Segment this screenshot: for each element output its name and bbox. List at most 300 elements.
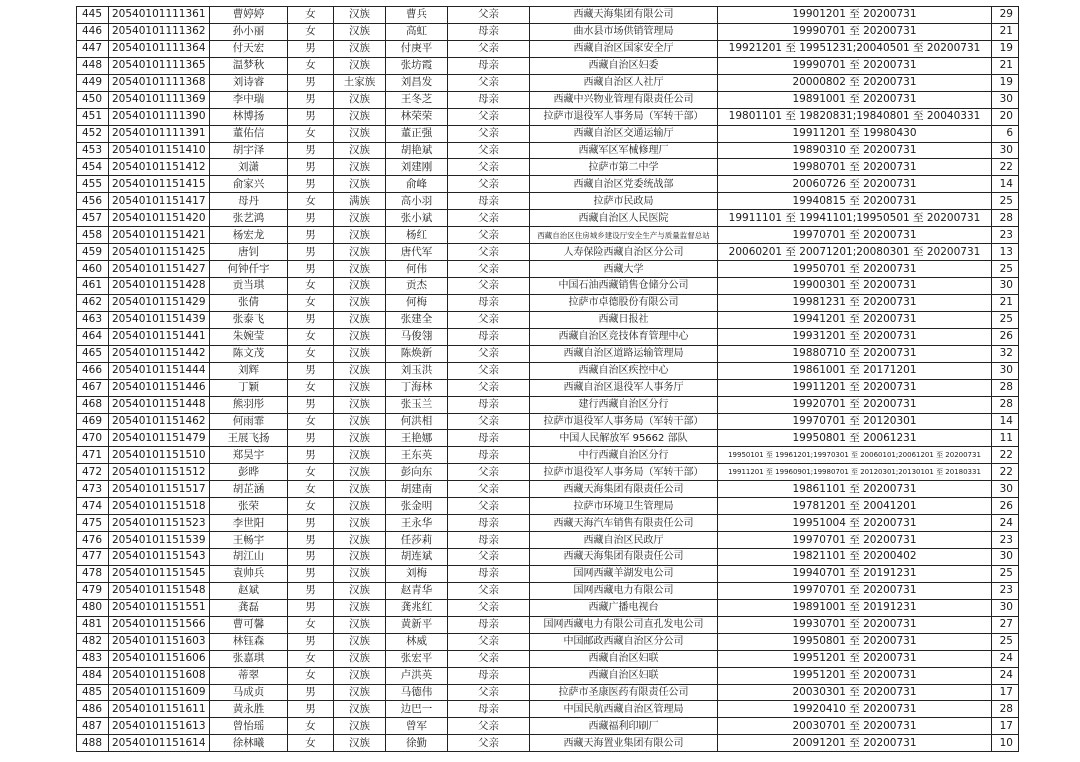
ethnicity-cell: 汉族 bbox=[334, 464, 386, 481]
row-number-cell: 479 bbox=[77, 582, 109, 599]
ethnicity-cell: 汉族 bbox=[334, 633, 386, 650]
gender-cell: 男 bbox=[288, 40, 334, 57]
student-name-cell: 彭晔 bbox=[210, 464, 288, 481]
ethnicity-cell: 汉族 bbox=[334, 244, 386, 261]
gender-cell: 男 bbox=[288, 430, 334, 447]
relationship-cell: 母亲 bbox=[448, 23, 530, 40]
relationship-cell: 父亲 bbox=[448, 261, 530, 278]
row-number-cell: 477 bbox=[77, 549, 109, 566]
table-row bbox=[77, 294, 1019, 311]
ethnicity-cell: 汉族 bbox=[334, 227, 386, 244]
service-period-cell: 19940701 至 20191231 bbox=[718, 565, 992, 582]
months-count-cell: 24 bbox=[992, 515, 1019, 532]
table-row bbox=[77, 532, 1019, 549]
row-number-cell: 449 bbox=[77, 74, 109, 91]
applicant-id-cell: 20540101151428 bbox=[109, 278, 210, 295]
parent-name-cell: 俞峰 bbox=[386, 176, 448, 193]
relationship-cell: 父亲 bbox=[448, 633, 530, 650]
months-count-cell: 32 bbox=[992, 345, 1019, 362]
row-number-cell: 466 bbox=[77, 362, 109, 379]
gender-cell: 男 bbox=[288, 532, 334, 549]
student-name-cell: 张泰飞 bbox=[210, 311, 288, 328]
relationship-cell: 母亲 bbox=[448, 193, 530, 210]
personnel-table-page bbox=[76, 6, 1018, 752]
gender-cell: 男 bbox=[288, 565, 334, 582]
parent-name-cell: 付庚平 bbox=[386, 40, 448, 57]
student-name-cell: 刘辉 bbox=[210, 362, 288, 379]
applicant-id-cell: 20540101111369 bbox=[109, 91, 210, 108]
table-row bbox=[77, 7, 1019, 24]
ethnicity-cell: 汉族 bbox=[334, 413, 386, 430]
ethnicity-cell: 汉族 bbox=[334, 447, 386, 464]
parent-name-cell: 陈焕新 bbox=[386, 345, 448, 362]
row-number-cell: 447 bbox=[77, 40, 109, 57]
table-row bbox=[77, 379, 1019, 396]
months-count-cell: 28 bbox=[992, 701, 1019, 718]
row-number-cell: 459 bbox=[77, 244, 109, 261]
ethnicity-cell: 汉族 bbox=[334, 176, 386, 193]
row-number-cell: 464 bbox=[77, 328, 109, 345]
relationship-cell: 父亲 bbox=[448, 244, 530, 261]
applicant-id-cell: 20540101151429 bbox=[109, 294, 210, 311]
service-period-cell: 19920701 至 20200731 bbox=[718, 396, 992, 413]
gender-cell: 女 bbox=[288, 7, 334, 24]
ethnicity-cell: 汉族 bbox=[334, 667, 386, 684]
ethnicity-cell: 汉族 bbox=[334, 616, 386, 633]
student-name-cell: 马成贞 bbox=[210, 684, 288, 701]
relationship-cell: 父亲 bbox=[448, 464, 530, 481]
months-count-cell: 22 bbox=[992, 464, 1019, 481]
work-unit-cell: 拉萨市退役军人事务局（军转干部） bbox=[530, 464, 718, 481]
ethnicity-cell: 汉族 bbox=[334, 328, 386, 345]
student-name-cell: 董佑信 bbox=[210, 125, 288, 142]
applicant-id-cell: 20540101151609 bbox=[109, 684, 210, 701]
parent-name-cell: 任莎莉 bbox=[386, 532, 448, 549]
work-unit-cell: 西藏福利印刷厂 bbox=[530, 718, 718, 735]
table-row bbox=[77, 735, 1019, 752]
gender-cell: 男 bbox=[288, 396, 334, 413]
table-row bbox=[77, 701, 1019, 718]
relationship-cell: 母亲 bbox=[448, 515, 530, 532]
relationship-cell: 母亲 bbox=[448, 701, 530, 718]
months-count-cell: 30 bbox=[992, 549, 1019, 566]
work-unit-cell: 中行西藏自治区分行 bbox=[530, 447, 718, 464]
months-count-cell: 19 bbox=[992, 40, 1019, 57]
student-name-cell: 丁颖 bbox=[210, 379, 288, 396]
parent-name-cell: 卢洪英 bbox=[386, 667, 448, 684]
row-number-cell: 473 bbox=[77, 481, 109, 498]
parent-name-cell: 丁海林 bbox=[386, 379, 448, 396]
service-period-cell: 19891001 至 20191231 bbox=[718, 599, 992, 616]
relationship-cell: 父亲 bbox=[448, 599, 530, 616]
service-period-cell: 19880710 至 20200731 bbox=[718, 345, 992, 362]
applicant-id-cell: 20540101151427 bbox=[109, 261, 210, 278]
table-row bbox=[77, 413, 1019, 430]
row-number-cell: 452 bbox=[77, 125, 109, 142]
gender-cell: 女 bbox=[288, 481, 334, 498]
relationship-cell: 父亲 bbox=[448, 582, 530, 599]
relationship-cell: 父亲 bbox=[448, 362, 530, 379]
ethnicity-cell: 汉族 bbox=[334, 582, 386, 599]
work-unit-cell: 西藏自治区妇联 bbox=[530, 650, 718, 667]
applicant-id-cell: 20540101151551 bbox=[109, 599, 210, 616]
ethnicity-cell: 汉族 bbox=[334, 718, 386, 735]
parent-name-cell: 刘昌发 bbox=[386, 74, 448, 91]
ethnicity-cell: 汉族 bbox=[334, 108, 386, 125]
parent-name-cell: 胡建南 bbox=[386, 481, 448, 498]
applicant-id-cell: 20540101111368 bbox=[109, 74, 210, 91]
table-row bbox=[77, 684, 1019, 701]
service-period-cell: 19950801 至 20061231 bbox=[718, 430, 992, 447]
student-name-cell: 林钰森 bbox=[210, 633, 288, 650]
row-number-cell: 472 bbox=[77, 464, 109, 481]
work-unit-cell: 拉萨市卓德股份有限公司 bbox=[530, 294, 718, 311]
months-count-cell: 25 bbox=[992, 311, 1019, 328]
ethnicity-cell: 汉族 bbox=[334, 142, 386, 159]
months-count-cell: 30 bbox=[992, 91, 1019, 108]
service-period-cell: 20030701 至 20200731 bbox=[718, 718, 992, 735]
service-period-cell: 19801101 至 19820831;19840801 至 20040331 bbox=[718, 108, 992, 125]
student-name-cell: 母丹 bbox=[210, 193, 288, 210]
row-number-cell: 481 bbox=[77, 616, 109, 633]
applicant-id-cell: 20540101151421 bbox=[109, 227, 210, 244]
relationship-cell: 父亲 bbox=[448, 40, 530, 57]
applicant-id-cell: 20540101111362 bbox=[109, 23, 210, 40]
parent-name-cell: 龚兆红 bbox=[386, 599, 448, 616]
student-name-cell: 杨宏龙 bbox=[210, 227, 288, 244]
gender-cell: 男 bbox=[288, 362, 334, 379]
student-name-cell: 黄永胜 bbox=[210, 701, 288, 718]
applicant-id-cell: 20540101151523 bbox=[109, 515, 210, 532]
ethnicity-cell: 汉族 bbox=[334, 684, 386, 701]
student-name-cell: 贡当琪 bbox=[210, 278, 288, 295]
parent-name-cell: 何伟 bbox=[386, 261, 448, 278]
row-number-cell: 457 bbox=[77, 210, 109, 227]
student-name-cell: 王畅宇 bbox=[210, 532, 288, 549]
parent-name-cell: 刘建刚 bbox=[386, 159, 448, 176]
months-count-cell: 11 bbox=[992, 430, 1019, 447]
row-number-cell: 462 bbox=[77, 294, 109, 311]
row-number-cell: 453 bbox=[77, 142, 109, 159]
gender-cell: 女 bbox=[288, 278, 334, 295]
service-period-cell: 19911201 至 19980430 bbox=[718, 125, 992, 142]
applicant-id-cell: 20540101151543 bbox=[109, 549, 210, 566]
relationship-cell: 父亲 bbox=[448, 210, 530, 227]
gender-cell: 女 bbox=[288, 735, 334, 752]
parent-name-cell: 高虹 bbox=[386, 23, 448, 40]
gender-cell: 男 bbox=[288, 210, 334, 227]
applicant-id-cell: 20540101151566 bbox=[109, 616, 210, 633]
months-count-cell: 22 bbox=[992, 447, 1019, 464]
work-unit-cell: 国网西藏电力有限公司 bbox=[530, 582, 718, 599]
table-row bbox=[77, 599, 1019, 616]
relationship-cell: 父亲 bbox=[448, 74, 530, 91]
months-count-cell: 19 bbox=[992, 74, 1019, 91]
gender-cell: 女 bbox=[288, 23, 334, 40]
months-count-cell: 22 bbox=[992, 159, 1019, 176]
table-row bbox=[77, 108, 1019, 125]
table-row bbox=[77, 481, 1019, 498]
ethnicity-cell: 汉族 bbox=[334, 396, 386, 413]
table-row bbox=[77, 515, 1019, 532]
relationship-cell: 父亲 bbox=[448, 142, 530, 159]
relationship-cell: 父亲 bbox=[448, 278, 530, 295]
relationship-cell: 父亲 bbox=[448, 684, 530, 701]
student-name-cell: 刘诗睿 bbox=[210, 74, 288, 91]
service-period-cell: 19950801 至 20200731 bbox=[718, 633, 992, 650]
table-row bbox=[77, 159, 1019, 176]
student-name-cell: 曹婷婷 bbox=[210, 7, 288, 24]
months-count-cell: 13 bbox=[992, 244, 1019, 261]
parent-name-cell: 贡杰 bbox=[386, 278, 448, 295]
work-unit-cell: 西藏自治区国家安全厅 bbox=[530, 40, 718, 57]
service-period-cell: 19990701 至 20200731 bbox=[718, 57, 992, 74]
gender-cell: 女 bbox=[288, 294, 334, 311]
parent-name-cell: 张金明 bbox=[386, 498, 448, 515]
applicant-id-cell: 20540101151512 bbox=[109, 464, 210, 481]
parent-name-cell: 杨红 bbox=[386, 227, 448, 244]
student-name-cell: 朱婉莹 bbox=[210, 328, 288, 345]
student-name-cell: 胡宇泽 bbox=[210, 142, 288, 159]
row-number-cell: 474 bbox=[77, 498, 109, 515]
ethnicity-cell: 汉族 bbox=[334, 278, 386, 295]
work-unit-cell: 中国人民解放军 95662 部队 bbox=[530, 430, 718, 447]
service-period-cell: 19911201 至 20200731 bbox=[718, 379, 992, 396]
relationship-cell: 母亲 bbox=[448, 430, 530, 447]
applicant-id-cell: 20540101151439 bbox=[109, 311, 210, 328]
row-number-cell: 448 bbox=[77, 57, 109, 74]
parent-name-cell: 何洪相 bbox=[386, 413, 448, 430]
parent-name-cell: 唐代军 bbox=[386, 244, 448, 261]
student-name-cell: 刘潇 bbox=[210, 159, 288, 176]
table-row bbox=[77, 176, 1019, 193]
months-count-cell: 14 bbox=[992, 176, 1019, 193]
applicant-id-cell: 20540101151444 bbox=[109, 362, 210, 379]
service-period-cell: 19951201 至 20200731 bbox=[718, 667, 992, 684]
work-unit-cell: 拉萨市环境卫生管理局 bbox=[530, 498, 718, 515]
work-unit-cell: 西藏军区军械修理厂 bbox=[530, 142, 718, 159]
relationship-cell: 母亲 bbox=[448, 396, 530, 413]
months-count-cell: 26 bbox=[992, 498, 1019, 515]
parent-name-cell: 王永华 bbox=[386, 515, 448, 532]
service-period-cell: 20060201 至 20071201;20080301 至 20200731 bbox=[718, 244, 992, 261]
applicant-id-cell: 20540101151606 bbox=[109, 650, 210, 667]
student-name-cell: 陈文茂 bbox=[210, 345, 288, 362]
service-period-cell: 20060726 至 20200731 bbox=[718, 176, 992, 193]
table-row bbox=[77, 345, 1019, 362]
ethnicity-cell: 汉族 bbox=[334, 311, 386, 328]
row-number-cell: 486 bbox=[77, 701, 109, 718]
gender-cell: 女 bbox=[288, 57, 334, 74]
service-period-cell: 19901201 至 20200731 bbox=[718, 7, 992, 24]
table-row bbox=[77, 582, 1019, 599]
months-count-cell: 25 bbox=[992, 261, 1019, 278]
work-unit-cell: 西藏自治区住房城乡建设厅安全生产与质量监督总站 bbox=[530, 227, 718, 244]
service-period-cell: 19970701 至 20120301 bbox=[718, 413, 992, 430]
months-count-cell: 30 bbox=[992, 599, 1019, 616]
ethnicity-cell: 汉族 bbox=[334, 40, 386, 57]
months-count-cell: 10 bbox=[992, 735, 1019, 752]
applicant-id-cell: 20540101151415 bbox=[109, 176, 210, 193]
relationship-cell: 母亲 bbox=[448, 57, 530, 74]
personnel-table bbox=[76, 6, 1019, 752]
gender-cell: 男 bbox=[288, 549, 334, 566]
service-period-cell: 19950701 至 20200731 bbox=[718, 261, 992, 278]
gender-cell: 女 bbox=[288, 328, 334, 345]
parent-name-cell: 张宏平 bbox=[386, 650, 448, 667]
row-number-cell: 471 bbox=[77, 447, 109, 464]
parent-name-cell: 张玉兰 bbox=[386, 396, 448, 413]
gender-cell: 男 bbox=[288, 74, 334, 91]
table-row bbox=[77, 464, 1019, 481]
service-period-cell: 19900301 至 20200731 bbox=[718, 278, 992, 295]
applicant-id-cell: 20540101151420 bbox=[109, 210, 210, 227]
table-row bbox=[77, 244, 1019, 261]
gender-cell: 男 bbox=[288, 599, 334, 616]
service-period-cell: 19950101 至 19961201;19970301 至 20060101;20061201 至 20200731 bbox=[718, 447, 992, 464]
ethnicity-cell: 汉族 bbox=[334, 701, 386, 718]
gender-cell: 男 bbox=[288, 311, 334, 328]
service-period-cell: 19911201 至 19960901;19980701 至 20120301;20130101 至 20180331 bbox=[718, 464, 992, 481]
row-number-cell: 475 bbox=[77, 515, 109, 532]
table-row bbox=[77, 193, 1019, 210]
gender-cell: 男 bbox=[288, 142, 334, 159]
parent-name-cell: 曹兵 bbox=[386, 7, 448, 24]
months-count-cell: 17 bbox=[992, 684, 1019, 701]
work-unit-cell: 西藏自治区道路运输管理局 bbox=[530, 345, 718, 362]
work-unit-cell: 拉萨市退役军人事务局（军转干部） bbox=[530, 413, 718, 430]
service-period-cell: 19891001 至 20200731 bbox=[718, 91, 992, 108]
work-unit-cell: 西藏自治区交通运输厅 bbox=[530, 125, 718, 142]
table-row bbox=[77, 311, 1019, 328]
months-count-cell: 17 bbox=[992, 718, 1019, 735]
work-unit-cell: 西藏天海集团有限责任公司 bbox=[530, 549, 718, 566]
months-count-cell: 29 bbox=[992, 7, 1019, 24]
work-unit-cell: 西藏自治区妇委 bbox=[530, 57, 718, 74]
applicant-id-cell: 20540101151614 bbox=[109, 735, 210, 752]
relationship-cell: 父亲 bbox=[448, 345, 530, 362]
relationship-cell: 父亲 bbox=[448, 735, 530, 752]
parent-name-cell: 马德伟 bbox=[386, 684, 448, 701]
months-count-cell: 20 bbox=[992, 108, 1019, 125]
months-count-cell: 21 bbox=[992, 23, 1019, 40]
table-row bbox=[77, 328, 1019, 345]
ethnicity-cell: 汉族 bbox=[334, 565, 386, 582]
ethnicity-cell: 汉族 bbox=[334, 481, 386, 498]
ethnicity-cell: 汉族 bbox=[334, 515, 386, 532]
months-count-cell: 24 bbox=[992, 667, 1019, 684]
parent-name-cell: 胡连斌 bbox=[386, 549, 448, 566]
relationship-cell: 母亲 bbox=[448, 565, 530, 582]
service-period-cell: 19970701 至 20200731 bbox=[718, 227, 992, 244]
months-count-cell: 25 bbox=[992, 193, 1019, 210]
work-unit-cell: 西藏自治区民政厅 bbox=[530, 532, 718, 549]
parent-name-cell: 何梅 bbox=[386, 294, 448, 311]
table-row bbox=[77, 498, 1019, 515]
relationship-cell: 母亲 bbox=[448, 616, 530, 633]
row-number-cell: 478 bbox=[77, 565, 109, 582]
ethnicity-cell: 汉族 bbox=[334, 549, 386, 566]
service-period-cell: 19940815 至 20200731 bbox=[718, 193, 992, 210]
student-name-cell: 曾怡瑶 bbox=[210, 718, 288, 735]
ethnicity-cell: 满族 bbox=[334, 193, 386, 210]
ethnicity-cell: 汉族 bbox=[334, 125, 386, 142]
table-row bbox=[77, 362, 1019, 379]
ethnicity-cell: 汉族 bbox=[334, 735, 386, 752]
work-unit-cell: 拉萨市退役军人事务局（军转干部） bbox=[530, 108, 718, 125]
applicant-id-cell: 20540101151412 bbox=[109, 159, 210, 176]
student-name-cell: 徐林曦 bbox=[210, 735, 288, 752]
gender-cell: 女 bbox=[288, 379, 334, 396]
months-count-cell: 30 bbox=[992, 142, 1019, 159]
gender-cell: 男 bbox=[288, 633, 334, 650]
work-unit-cell: 西藏天海集团有限责任公司 bbox=[530, 481, 718, 498]
student-name-cell: 付天宏 bbox=[210, 40, 288, 57]
work-unit-cell: 西藏日报社 bbox=[530, 311, 718, 328]
student-name-cell: 蒂翠 bbox=[210, 667, 288, 684]
work-unit-cell: 西藏自治区退役军人事务厅 bbox=[530, 379, 718, 396]
row-number-cell: 480 bbox=[77, 599, 109, 616]
service-period-cell: 19911101 至 19941101;19950501 至 20200731 bbox=[718, 210, 992, 227]
applicant-id-cell: 20540101151548 bbox=[109, 582, 210, 599]
row-number-cell: 468 bbox=[77, 396, 109, 413]
work-unit-cell: 曲水县市场供销管理局 bbox=[530, 23, 718, 40]
applicant-id-cell: 20540101111364 bbox=[109, 40, 210, 57]
parent-name-cell: 彭向东 bbox=[386, 464, 448, 481]
student-name-cell: 俞家兴 bbox=[210, 176, 288, 193]
parent-name-cell: 王艳娜 bbox=[386, 430, 448, 447]
applicant-id-cell: 20540101151603 bbox=[109, 633, 210, 650]
row-number-cell: 483 bbox=[77, 650, 109, 667]
gender-cell: 女 bbox=[288, 718, 334, 735]
parent-name-cell: 赵青华 bbox=[386, 582, 448, 599]
ethnicity-cell: 汉族 bbox=[334, 650, 386, 667]
row-number-cell: 454 bbox=[77, 159, 109, 176]
student-name-cell: 李中瑞 bbox=[210, 91, 288, 108]
months-count-cell: 28 bbox=[992, 396, 1019, 413]
row-number-cell: 456 bbox=[77, 193, 109, 210]
table-row bbox=[77, 549, 1019, 566]
applicant-id-cell: 20540101111391 bbox=[109, 125, 210, 142]
parent-name-cell: 黄新平 bbox=[386, 616, 448, 633]
applicant-id-cell: 20540101151545 bbox=[109, 565, 210, 582]
relationship-cell: 母亲 bbox=[448, 91, 530, 108]
table-row bbox=[77, 718, 1019, 735]
work-unit-cell: 西藏自治区疾控中心 bbox=[530, 362, 718, 379]
student-name-cell: 林博扬 bbox=[210, 108, 288, 125]
row-number-cell: 461 bbox=[77, 278, 109, 295]
relationship-cell: 父亲 bbox=[448, 108, 530, 125]
applicant-id-cell: 20540101151518 bbox=[109, 498, 210, 515]
table-row bbox=[77, 396, 1019, 413]
student-name-cell: 何雨霏 bbox=[210, 413, 288, 430]
applicant-id-cell: 20540101151539 bbox=[109, 532, 210, 549]
ethnicity-cell: 土家族 bbox=[334, 74, 386, 91]
row-number-cell: 482 bbox=[77, 633, 109, 650]
gender-cell: 男 bbox=[288, 261, 334, 278]
service-period-cell: 19980701 至 20200731 bbox=[718, 159, 992, 176]
service-period-cell: 19981231 至 20200731 bbox=[718, 294, 992, 311]
applicant-id-cell: 20540101151462 bbox=[109, 413, 210, 430]
service-period-cell: 19920410 至 20200731 bbox=[718, 701, 992, 718]
ethnicity-cell: 汉族 bbox=[334, 23, 386, 40]
work-unit-cell: 西藏中兴物业管理有限责任公司 bbox=[530, 91, 718, 108]
applicant-id-cell: 20540101151448 bbox=[109, 396, 210, 413]
table-row bbox=[77, 278, 1019, 295]
service-period-cell: 19970701 至 20200731 bbox=[718, 582, 992, 599]
parent-name-cell: 高小羽 bbox=[386, 193, 448, 210]
student-name-cell: 曹可馨 bbox=[210, 616, 288, 633]
